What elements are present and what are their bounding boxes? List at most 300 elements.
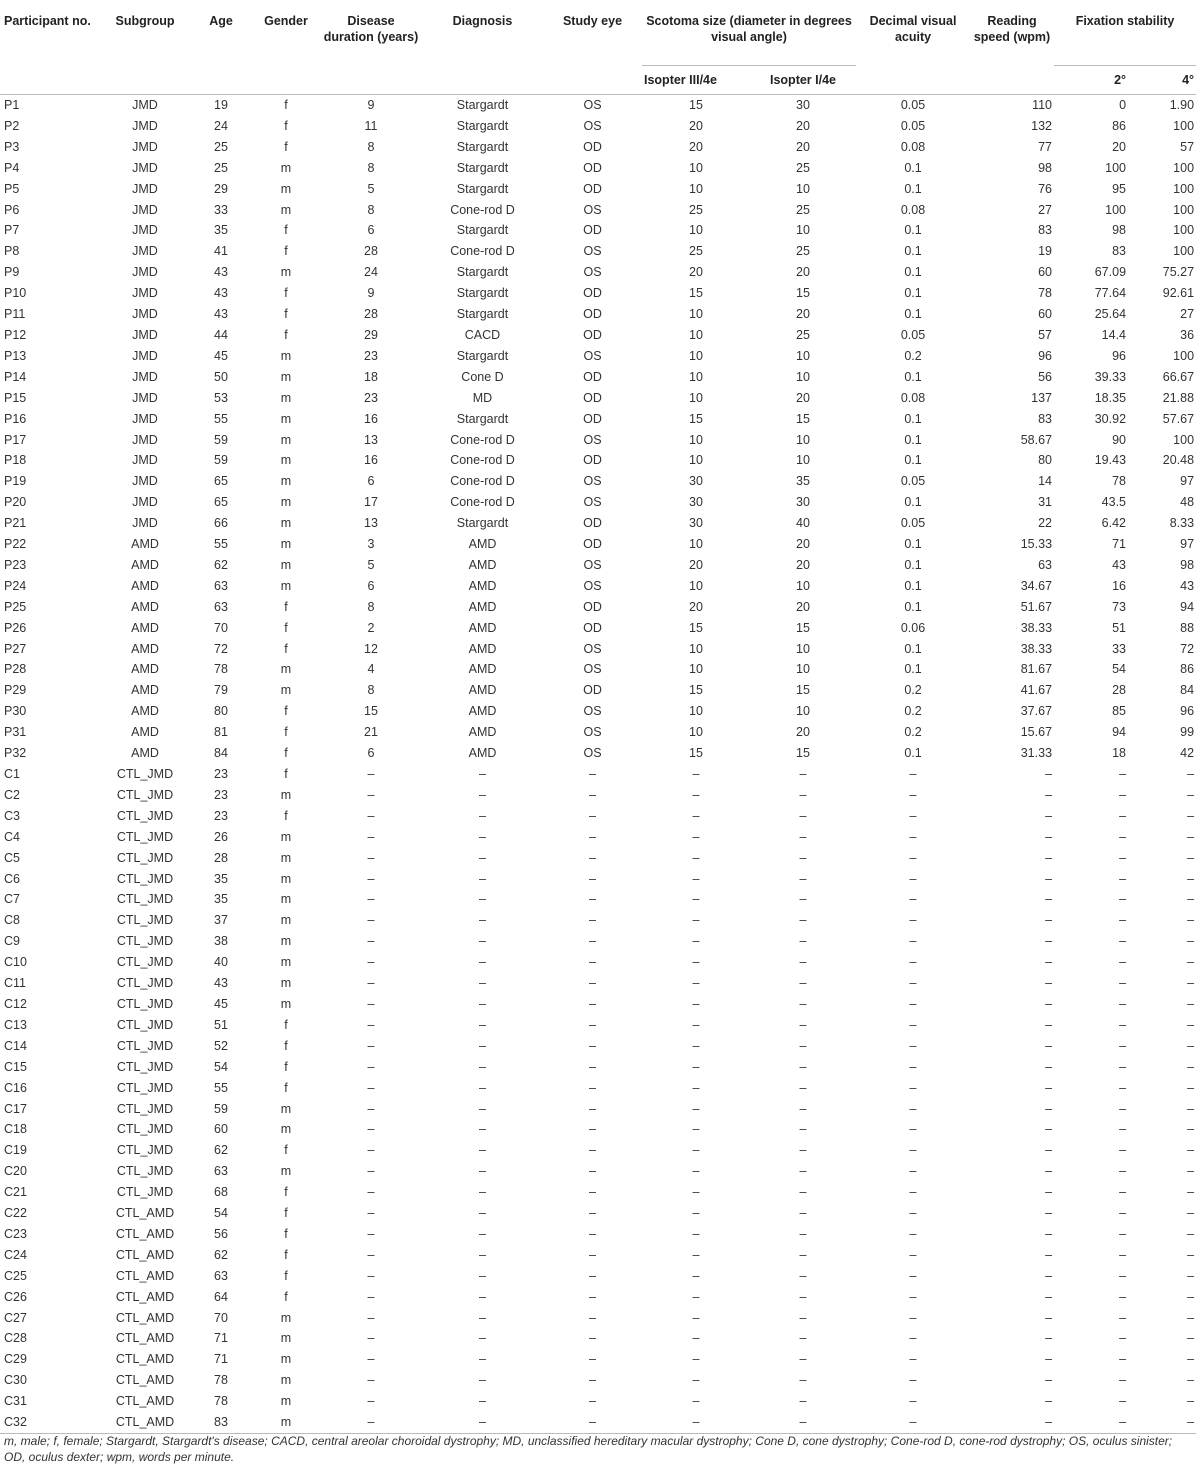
cell-scotoma-isopter-i: –	[799, 808, 807, 823]
cell-disease-duration: –	[367, 1247, 375, 1262]
cell-scotoma-isopter-i: –	[799, 1143, 807, 1158]
cell-diagnosis: –	[479, 1331, 486, 1346]
cell-disease-duration: 9	[367, 286, 375, 301]
cell-gender: m	[280, 892, 292, 907]
cell-fixation-2deg: –	[1119, 850, 1127, 865]
cell-reading-speed: 132	[1031, 118, 1053, 133]
cell-subgroup: JMD	[132, 139, 158, 154]
cell-study-eye: OD	[583, 390, 602, 405]
cell-visual-acuity: 0.1	[904, 244, 922, 259]
cell-age: 45	[214, 996, 228, 1011]
cell-age: 55	[214, 537, 228, 552]
cell-participant-no: C27	[4, 1310, 27, 1325]
cell-fixation-4deg: 97	[1180, 474, 1195, 489]
cell-study-eye: OD	[583, 160, 602, 175]
cell-subgroup: CTL_JMD	[116, 892, 174, 907]
cell-study-eye: –	[589, 1310, 596, 1325]
cell-study-eye: OD	[583, 411, 602, 426]
cell-scotoma-isopter-iii: 15	[689, 746, 703, 761]
cell-age: 35	[214, 223, 228, 238]
cell-fixation-4deg: 96	[1180, 704, 1195, 719]
cell-diagnosis: Stargardt	[456, 139, 509, 154]
table-row	[0, 1328, 1196, 1349]
cell-study-eye: OS	[583, 474, 602, 489]
cell-disease-duration: –	[367, 1310, 375, 1325]
cell-fixation-4deg: –	[1187, 1143, 1195, 1158]
cell-age: 59	[214, 453, 228, 468]
cell-visual-acuity: –	[909, 787, 917, 802]
cell-fixation-2deg: –	[1119, 787, 1127, 802]
cell-age: 44	[214, 327, 228, 342]
cell-diagnosis: –	[422, 1412, 543, 1433]
cell-disease-duration: –	[367, 829, 375, 844]
cell-reading-speed: –	[1045, 976, 1053, 991]
cell-scotoma-isopter-i: –	[799, 1373, 807, 1388]
cell-subgroup: AMD	[131, 599, 159, 614]
cell-diagnosis: –	[479, 767, 486, 781]
cell-visual-acuity: 0.1	[904, 223, 922, 238]
cell-disease-duration: 17	[364, 495, 378, 510]
cell-participant-no: P11	[4, 307, 26, 322]
cell-study-eye: OS	[583, 432, 602, 447]
cell-reading-speed: 110	[1032, 98, 1053, 112]
cell-fixation-4deg: 1.90	[1169, 98, 1195, 112]
cell-diagnosis: –	[479, 1206, 486, 1221]
cell-study-eye: –	[589, 1017, 596, 1032]
cell-disease-duration: –	[367, 1080, 375, 1095]
cell-scotoma-isopter-iii: –	[692, 996, 700, 1011]
cell-study-eye: OD	[583, 307, 602, 322]
cell-age: 33	[214, 202, 228, 217]
cell-fixation-2deg: 78	[1112, 474, 1127, 489]
table-row	[0, 1370, 1196, 1391]
table-row	[0, 1119, 1196, 1140]
cell-scotoma-isopter-i: 15	[796, 620, 810, 635]
cell-diagnosis: AMD	[468, 557, 497, 572]
cell-participant-no: C31	[4, 1394, 27, 1409]
cell-gender: m	[280, 202, 292, 217]
cell-fixation-2deg: 95	[1112, 181, 1127, 196]
cell-age: 43	[214, 265, 228, 280]
cell-study-eye: –	[589, 1331, 596, 1346]
table-row	[0, 116, 1196, 137]
cell-age: 50	[214, 369, 228, 384]
cell-scotoma-isopter-iii: –	[692, 1038, 700, 1053]
cell-participant-no: C24	[4, 1247, 27, 1262]
cell-age: 40	[214, 955, 228, 970]
cell-subgroup: JMD	[132, 474, 158, 489]
cell-gender: f	[284, 704, 288, 719]
cell-participant-no: C16	[4, 1080, 27, 1095]
header-disease-duration: Disease duration (years)	[323, 14, 419, 44]
cell-age: 35	[214, 871, 228, 886]
cell-study-eye: OD	[583, 620, 602, 635]
cell-fixation-4deg: –	[1187, 787, 1195, 802]
cell-subgroup: CTL_JMD	[116, 976, 174, 991]
cell-scotoma-isopter-iii: 15	[689, 620, 703, 635]
cell-fixation-2deg: 33	[1112, 641, 1127, 656]
cell-reading-speed: 57	[1038, 327, 1053, 342]
cell-scotoma-isopter-iii: –	[692, 1310, 700, 1325]
cell-scotoma-isopter-i: –	[799, 1059, 807, 1074]
cell-diagnosis: –	[479, 1059, 486, 1074]
cell-visual-acuity: –	[909, 1143, 917, 1158]
cell-fixation-2deg: –	[1119, 1206, 1127, 1221]
table-row	[0, 722, 1196, 743]
cell-fixation-2deg: 16	[1112, 578, 1127, 593]
cell-fixation-4deg: –	[1187, 1247, 1195, 1262]
cell-participant-no: P6	[4, 202, 20, 217]
cell-subgroup: CTL_AMD	[115, 1331, 175, 1346]
cell-visual-acuity: 0.08	[900, 139, 926, 154]
cell-fixation-2deg: –	[1119, 1101, 1127, 1116]
cell-subgroup: CTL_JMD	[116, 955, 174, 970]
cell-participant-no: P25	[4, 599, 27, 614]
cell-gender: m	[280, 474, 292, 489]
cell-gender: m	[280, 913, 292, 928]
cell-reading-speed: –	[1045, 1185, 1053, 1200]
cell-gender: m	[280, 160, 292, 175]
cell-subgroup: CTL_AMD	[115, 1394, 175, 1409]
cell-fixation-4deg: –	[1187, 871, 1195, 886]
table-row	[0, 555, 1196, 576]
cell-disease-duration: –	[367, 1352, 375, 1367]
cell-fixation-2deg: –	[1119, 955, 1127, 970]
cell-subgroup: JMD	[132, 432, 158, 447]
cell-fixation-4deg: –	[1187, 829, 1195, 844]
cell-fixation-2deg: –	[1119, 767, 1127, 781]
cell-visual-acuity: 0.1	[904, 641, 922, 656]
cell-visual-acuity: –	[909, 1080, 917, 1095]
cell-visual-acuity: 0.05	[900, 474, 926, 489]
cell-scotoma-isopter-iii: 25	[689, 202, 703, 217]
cell-participant-no: C7	[4, 892, 20, 907]
cell-diagnosis: –	[479, 892, 486, 907]
cell-gender: f	[284, 307, 288, 322]
cell-scotoma-isopter-i: –	[799, 767, 807, 781]
cell-reading-speed: 38.33	[1020, 641, 1053, 656]
cell-participant-no: C2	[4, 787, 20, 802]
table-row	[0, 241, 1196, 262]
cell-subgroup: JMD	[132, 390, 158, 405]
cell-fixation-2deg: –	[1119, 808, 1127, 823]
cell-age: 53	[214, 390, 228, 405]
cell-participant-no: P27	[4, 641, 27, 656]
cell-fixation-2deg: 73	[1112, 599, 1127, 614]
table-row	[0, 910, 1196, 931]
table-row	[0, 973, 1196, 994]
cell-reading-speed: –	[1045, 1268, 1053, 1283]
cell-diagnosis: –	[479, 1268, 486, 1283]
cell-gender: m	[280, 1101, 292, 1116]
cell-visual-acuity: 0.2	[904, 725, 922, 740]
cell-visual-acuity: –	[909, 808, 917, 823]
cell-disease-duration: 28	[364, 244, 378, 259]
cell-fixation-2deg: 77.64	[1094, 286, 1127, 301]
cell-disease-duration: 4	[367, 662, 375, 677]
cell-study-eye: –	[589, 1289, 596, 1304]
cell-participant-no: P12	[4, 327, 27, 342]
cell-reading-speed: –	[1045, 996, 1053, 1011]
cell-gender: m	[280, 871, 292, 886]
cell-age: 59	[214, 1101, 228, 1116]
cell-scotoma-isopter-iii: –	[692, 955, 700, 970]
cell-visual-acuity: –	[909, 955, 917, 970]
cell-participant-no: P31	[4, 725, 27, 740]
cell-gender: m	[280, 1122, 292, 1137]
cell-subgroup: CTL_JMD	[116, 787, 174, 802]
cell-fixation-4deg: –	[1187, 996, 1195, 1011]
cell-fixation-4deg: 94	[1180, 599, 1195, 614]
cell-subgroup: CTL_AMD	[115, 1226, 175, 1241]
cell-fixation-2deg: 18.35	[1094, 390, 1127, 405]
cell-age: 19	[214, 98, 228, 112]
cell-scotoma-isopter-iii: –	[692, 808, 700, 823]
cell-participant-no: C23	[4, 1226, 27, 1241]
cell-visual-acuity: 0.1	[904, 181, 922, 196]
cell-reading-speed: –	[1045, 829, 1053, 844]
table-row	[0, 1140, 1196, 1161]
cell-participant-no: P10	[4, 286, 27, 301]
cell-subgroup: CTL_JMD	[116, 1017, 174, 1032]
cell-diagnosis: Cone-rod D	[450, 453, 515, 468]
cell-fixation-4deg: –	[1187, 1101, 1195, 1116]
cell-diagnosis: Cone-rod D	[450, 432, 515, 447]
cell-disease-duration: –	[367, 892, 375, 907]
cell-fixation-4deg: 88	[1180, 620, 1195, 635]
cell-gender: f	[284, 1289, 288, 1304]
cell-diagnosis: Stargardt	[456, 98, 509, 112]
cell-visual-acuity: 0.05	[900, 118, 926, 133]
cell-scotoma-isopter-i: 25	[796, 327, 810, 342]
cell-scotoma-isopter-i: 15	[796, 286, 810, 301]
header-reading-speed: Reading speed (wpm)	[973, 14, 1051, 44]
table-row	[0, 220, 1196, 241]
header-scotoma-size: Scotoma size (diameter in degrees visual angle)	[642, 5, 856, 66]
header-age: Age	[209, 14, 233, 28]
cell-subgroup: JMD	[132, 327, 158, 342]
cell-study-eye: OS	[583, 98, 602, 112]
cell-fixation-4deg: –	[1187, 1289, 1195, 1304]
cell-disease-duration: 13	[364, 516, 378, 531]
cell-fixation-2deg: 94	[1112, 725, 1127, 740]
cell-fixation-4deg: 21.88	[1162, 390, 1195, 405]
cell-participant-no: C29	[4, 1352, 27, 1367]
table-row	[0, 952, 1196, 973]
cell-study-eye: OD	[583, 453, 602, 468]
cell-diagnosis: –	[479, 1247, 486, 1262]
cell-disease-duration: 8	[367, 683, 375, 698]
cell-reading-speed: –	[1045, 850, 1053, 865]
cell-disease-duration: 2	[367, 620, 375, 635]
cell-age: 51	[214, 1017, 228, 1032]
cell-fixation-4deg: –	[1187, 1331, 1195, 1346]
cell-scotoma-isopter-iii: –	[692, 1143, 700, 1158]
cell-scotoma-isopter-iii: 30	[689, 495, 703, 510]
cell-scotoma-isopter-iii: –	[692, 1164, 700, 1179]
cell-fixation-4deg: 43	[1180, 578, 1195, 593]
cell-age: 23	[214, 767, 228, 781]
cell-gender: m	[280, 557, 292, 572]
cell-fixation-2deg: –	[1119, 1185, 1127, 1200]
cell-reading-speed: 51.67	[1020, 599, 1053, 614]
cell-fixation-2deg: –	[1119, 1143, 1127, 1158]
cell-study-eye: OS	[583, 244, 602, 259]
table-row	[0, 450, 1196, 471]
cell-participant-no: C9	[4, 934, 20, 949]
cell-scotoma-isopter-iii: –	[692, 871, 700, 886]
cell-subgroup: JMD	[132, 286, 158, 301]
table-row	[0, 1036, 1196, 1057]
cell-reading-speed: 81.67	[1020, 662, 1053, 677]
cell-visual-acuity: 0.1	[904, 599, 922, 614]
cell-study-eye: –	[589, 996, 596, 1011]
cell-scotoma-isopter-iii: 10	[689, 662, 703, 677]
cell-diagnosis: AMD	[468, 704, 497, 719]
table-row	[0, 367, 1196, 388]
cell-scotoma-isopter-iii: 20	[689, 265, 703, 280]
cell-fixation-4deg: 100	[1173, 432, 1195, 447]
cell-participant-no: C1	[4, 767, 20, 781]
table-row	[0, 994, 1196, 1015]
cell-fixation-2deg: 14.4	[1101, 327, 1127, 342]
cell-participant-no: P28	[4, 662, 27, 677]
table-row	[0, 346, 1196, 367]
cell-study-eye: –	[589, 1373, 596, 1388]
cell-participant-no: C15	[4, 1059, 27, 1074]
cell-fixation-2deg: 85	[1112, 704, 1127, 719]
cell-age: 23	[214, 808, 228, 823]
cell-diagnosis: MD	[472, 390, 493, 405]
cell-reading-speed: –	[1045, 808, 1053, 823]
cell-fixation-4deg: –	[1187, 1268, 1195, 1283]
cell-diagnosis: Cone-rod D	[450, 244, 515, 259]
cell-age: 43	[214, 286, 228, 301]
cell-gender: m	[280, 1373, 292, 1388]
cell-subgroup: AMD	[131, 662, 159, 677]
participants-table	[0, 5, 1196, 1434]
cell-gender: f	[284, 244, 288, 259]
cell-gender: m	[280, 829, 292, 844]
cell-gender: m	[280, 516, 292, 531]
cell-scotoma-isopter-iii: –	[642, 1412, 750, 1433]
cell-disease-duration: 16	[364, 411, 378, 426]
cell-diagnosis: Stargardt	[456, 286, 509, 301]
cell-reading-speed: 41.67	[1020, 683, 1053, 698]
cell-scotoma-isopter-iii: –	[692, 1122, 700, 1137]
cell-fixation-4deg: –	[1187, 1080, 1195, 1095]
cell-participant-no: C5	[4, 850, 20, 865]
cell-participant-no: P16	[4, 411, 27, 426]
cell-disease-duration: 9	[367, 98, 375, 112]
cell-diagnosis: –	[479, 829, 486, 844]
cell-participant-no: C30	[4, 1373, 27, 1388]
cell-subgroup: AMD	[131, 578, 159, 593]
table-row	[0, 1078, 1196, 1099]
cell-scotoma-isopter-i: –	[799, 892, 807, 907]
cell-reading-speed: –	[1045, 787, 1053, 802]
cell-diagnosis: –	[479, 1185, 486, 1200]
cell-gender: m	[280, 787, 292, 802]
cell-reading-speed: 98	[1038, 160, 1053, 175]
cell-participant-no: P17	[4, 432, 27, 447]
cell-subgroup: AMD	[131, 746, 159, 761]
cell-study-eye: OD	[583, 537, 602, 552]
cell-participant-no: P2	[4, 118, 20, 133]
table-row	[0, 1161, 1196, 1182]
cell-study-eye: –	[589, 871, 596, 886]
cell-participant-no: C26	[4, 1289, 27, 1304]
cell-fixation-4deg: –	[1187, 892, 1195, 907]
cell-age: 54	[214, 1059, 228, 1074]
cell-fixation-4deg: –	[1187, 850, 1195, 865]
cell-fixation-2deg: 20	[1112, 139, 1127, 154]
cell-diagnosis: AMD	[468, 620, 497, 635]
cell-visual-acuity: –	[909, 1352, 917, 1367]
cell-fixation-4deg: –	[1187, 976, 1195, 991]
cell-visual-acuity: 0.1	[904, 432, 922, 447]
cell-subgroup: AMD	[131, 725, 159, 740]
cell-gender: m	[280, 369, 292, 384]
cell-fixation-2deg: –	[1119, 892, 1127, 907]
cell-participant-no: C25	[4, 1268, 27, 1283]
table-row	[0, 200, 1196, 221]
cell-scotoma-isopter-iii: –	[692, 829, 700, 844]
cell-fixation-4deg: 8.33	[1169, 516, 1195, 531]
cell-age: 80	[214, 704, 228, 719]
cell-gender: m	[280, 578, 292, 593]
cell-visual-acuity: 0.1	[904, 557, 922, 572]
header-study-eye: Study eye	[562, 14, 623, 28]
header-fixation-2deg: 2°	[1114, 73, 1127, 87]
cell-scotoma-isopter-i: 20	[796, 265, 810, 280]
cell-disease-duration: –	[367, 767, 375, 781]
cell-reading-speed: 77	[1038, 139, 1053, 154]
cell-disease-duration: –	[367, 1059, 375, 1074]
cell-diagnosis: AMD	[468, 599, 497, 614]
cell-subgroup: CTL_AMD	[115, 1289, 175, 1304]
cell-fixation-4deg: 36	[1180, 327, 1195, 342]
cell-fixation-2deg: 54	[1112, 662, 1127, 677]
cell-scotoma-isopter-i: 20	[796, 307, 810, 322]
cell-diagnosis: –	[479, 996, 486, 1011]
cell-participant-no: P19	[4, 474, 27, 489]
cell-reading-speed: 78	[1038, 286, 1053, 301]
cell-fixation-4deg: –	[1187, 1122, 1195, 1137]
cell-scotoma-isopter-i: 10	[796, 662, 810, 677]
cell-fixation-2deg: 51	[1112, 620, 1127, 635]
table-row	[0, 806, 1196, 827]
cell-scotoma-isopter-iii: 10	[689, 537, 703, 552]
cell-scotoma-isopter-i: 10	[796, 578, 810, 593]
cell-visual-acuity: –	[909, 1017, 917, 1032]
cell-reading-speed: 15.67	[1020, 725, 1053, 740]
cell-subgroup: CTL_JMD	[116, 913, 174, 928]
cell-gender: f	[284, 327, 288, 342]
cell-fixation-4deg: –	[1187, 1394, 1195, 1409]
cell-study-eye: OD	[583, 683, 602, 698]
cell-reading-speed: –	[1045, 955, 1053, 970]
cell-reading-speed: 76	[1038, 181, 1053, 196]
cell-fixation-2deg: 96	[1112, 348, 1127, 363]
cell-age: 63	[214, 599, 228, 614]
cell-disease-duration: –	[367, 850, 375, 865]
cell-visual-acuity: 0.2	[904, 704, 922, 719]
cell-visual-acuity: 0.2	[904, 683, 922, 698]
cell-study-eye: –	[589, 934, 596, 949]
cell-gender: f	[284, 1038, 288, 1053]
cell-subgroup: CTL_JMD	[116, 829, 174, 844]
